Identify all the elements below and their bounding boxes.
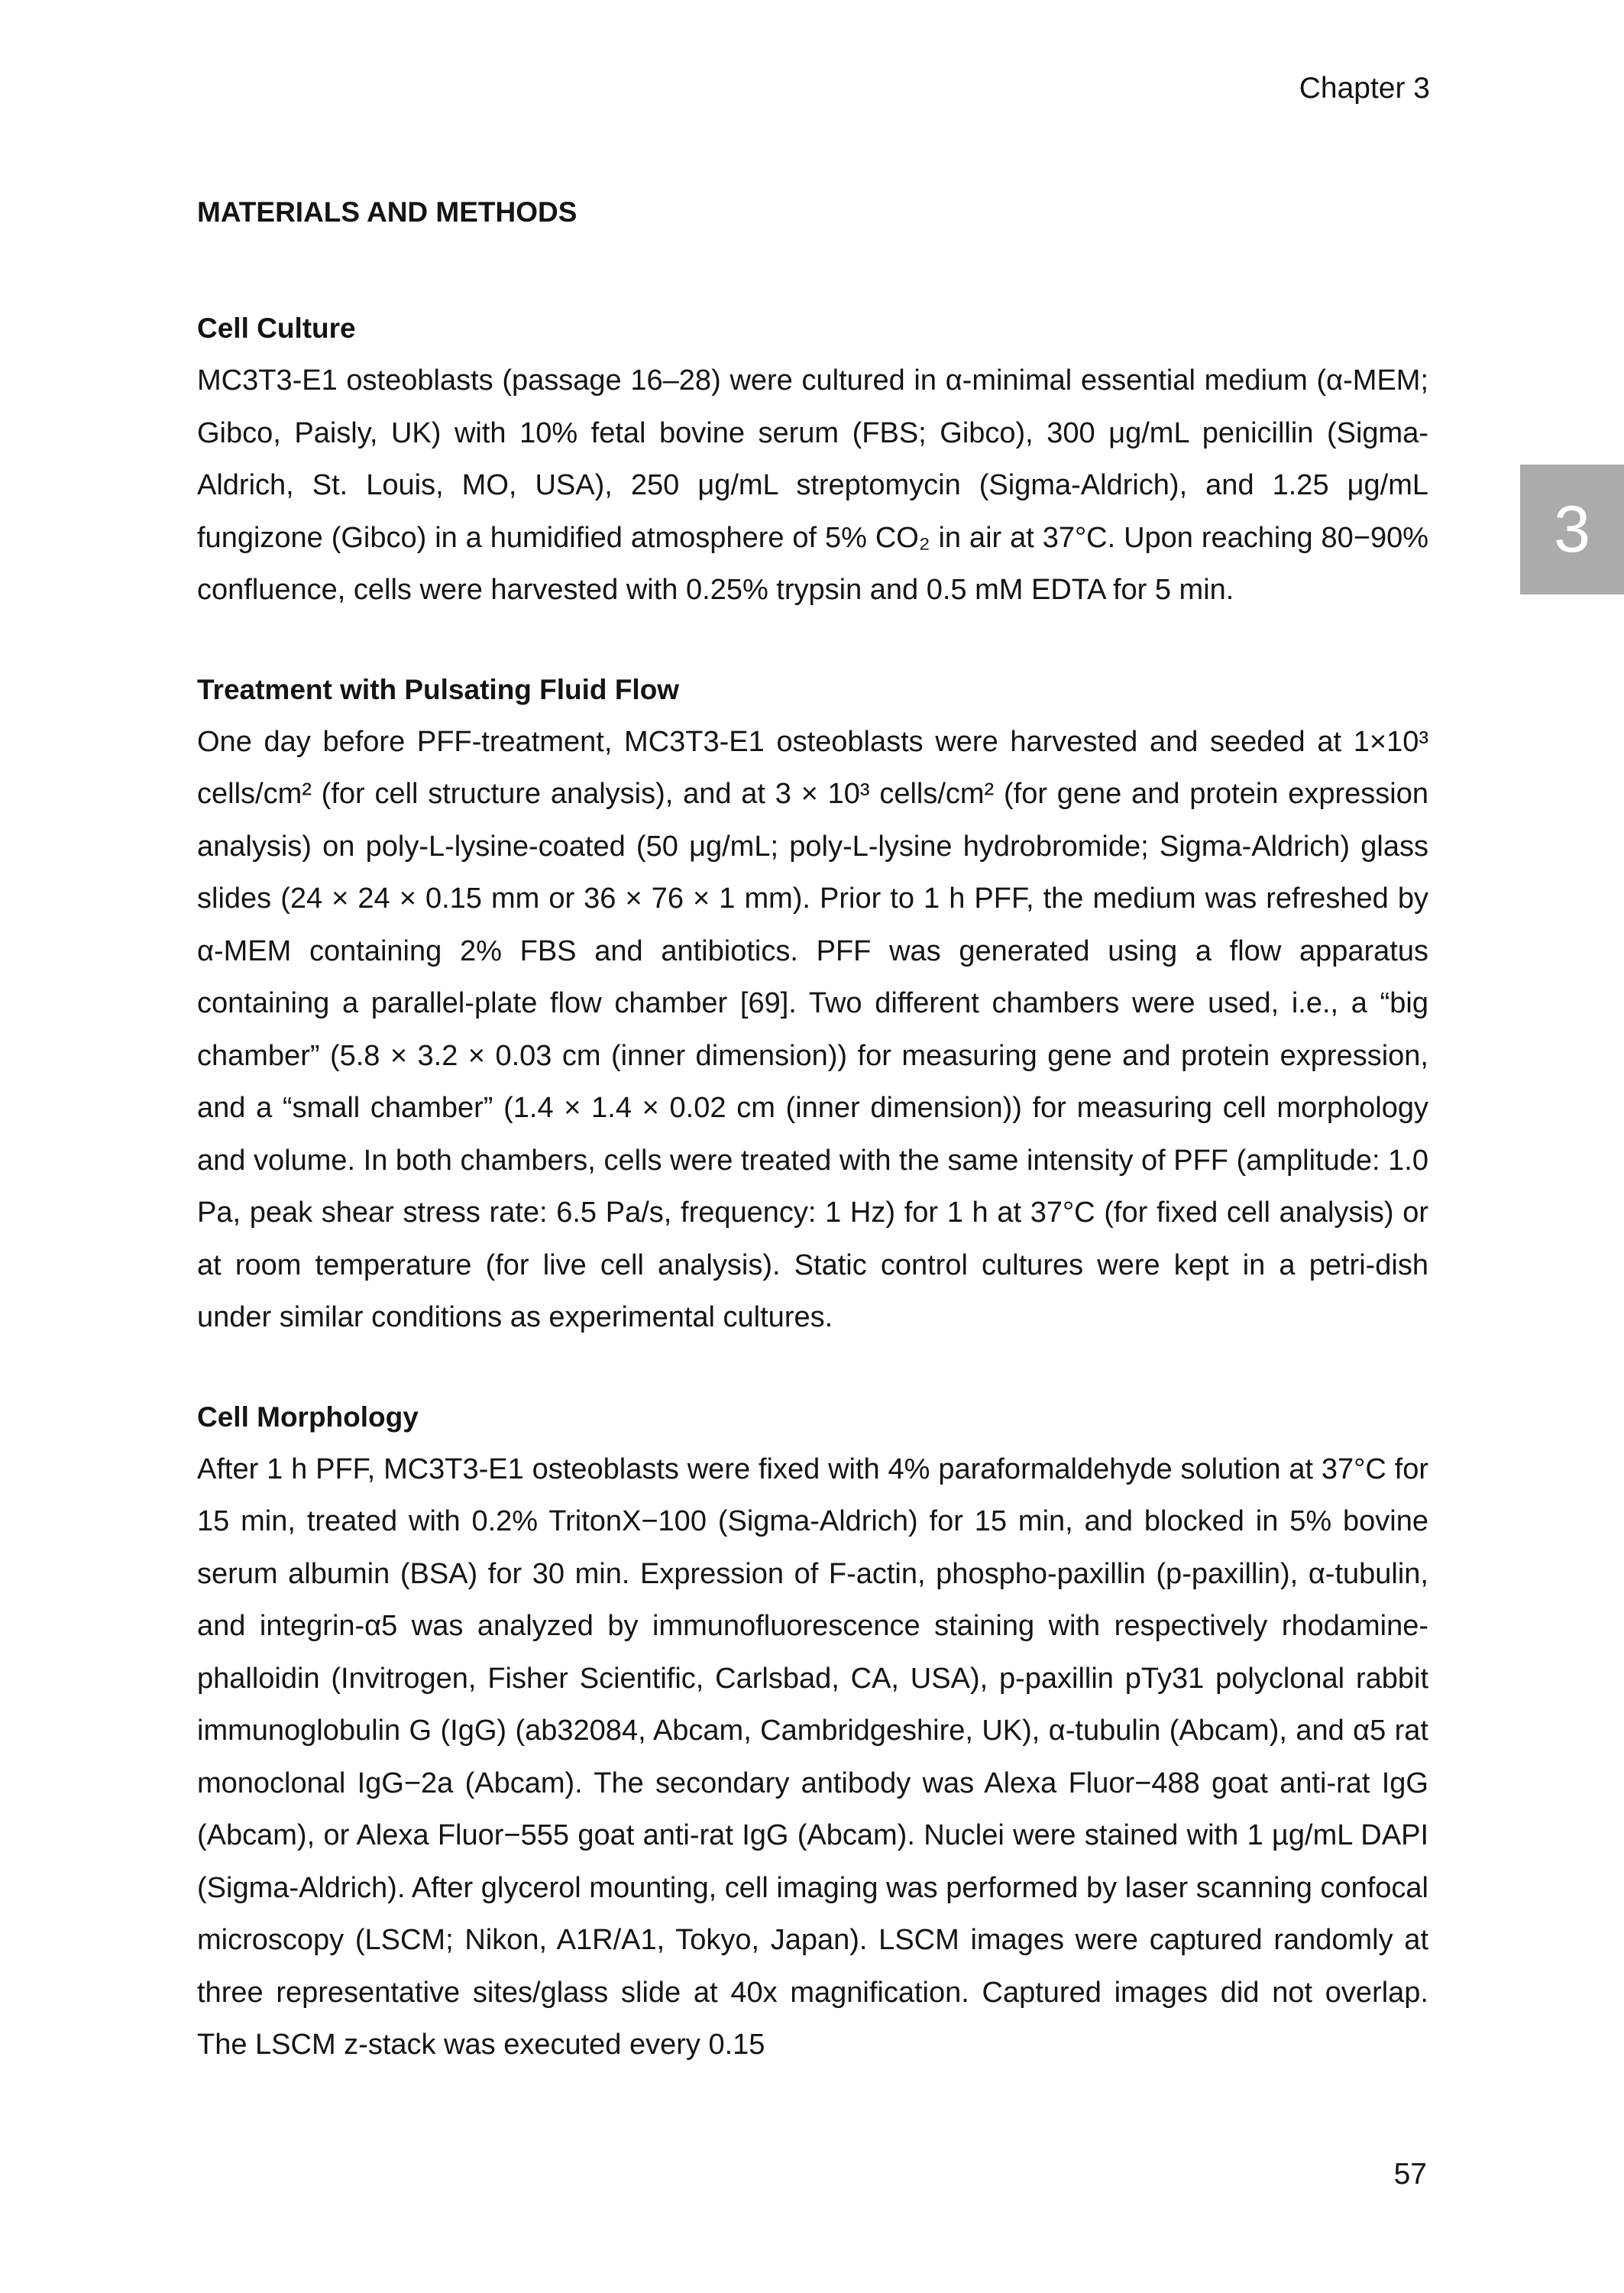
section-title: MATERIALS AND METHODS — [197, 196, 577, 228]
page-content — [197, 191, 1428, 2123]
running-header: Chapter 3 — [1299, 72, 1430, 105]
subsection-heading: Treatment with Pulsating Fluid Flow — [197, 673, 680, 705]
subsection-heading: Cell Morphology — [197, 1401, 419, 1433]
subsection-cell-culture — [197, 307, 1428, 617]
subsection-cell-morphology — [197, 1396, 1428, 2071]
subsection-heading: Cell Culture — [197, 313, 356, 344]
body-paragraph: MC3T3-E1 osteoblasts (passage 16–28) were cultured in α-minimal essential medium (α-MEM; Gibco, Paisly, UK) with 10% fetal bovine serum (FBS; Gibco), 300 μg/mL penicillin (Sigma-Aldrich, St. Louis, MO, USA), 250 μg/mL streptomycin (Sigma-Aldrich), and 1.25 μg/mL fungizone (Gibco) in a humidified atmosphere of 5% CO₂ in air at 37°C. Upon reaching 80−90% confluence, cells were harvested with 0.25% trypsin and 0.5 mM EDTA for 5 min. — [197, 364, 1428, 606]
subsection-pulsating-fluid-flow — [197, 669, 1428, 1344]
body-paragraph: After 1 h PFF, MC3T3-E1 osteoblasts were fixed with 4% paraformaldehyde solution at 37°C for 15 min, treated with 0.2% TritonX−100 (Sigma-Aldrich) for 15 min, and blocked in 5% bovine serum albumin (BSA) for 30 min. Expression of F-actin, phospho-paxillin (p-paxillin), α-tubulin, and integrin-α5 was analyzed by immunofluorescence staining with respectively rhodamine-phalloidin (Invitrogen, Fisher Scientific, Carlsbad, CA, USA), p-paxillin pTy31 polyclonal rabbit immunoglobulin G (IgG) (ab32084, Abcam, Cambridgeshire, UK), α-tubulin (Abcam), and α5 rat monoclonal IgG−2a (Abcam). The secondary antibody was Alexa Fluor−488 goat anti-rat IgG (Abcam), or Alexa Fluor−555 goat anti-rat IgG (Abcam). Nuclei were stained with 1 µg/mL DAPI (Sigma-Aldrich). After glycerol mounting, cell imaging was performed by laser scanning confocal microscopy (LSCM; Nikon, A1R/A1, Tokyo, Japan). LSCM images were captured randomly at three representative sites/glass slide at 40x magnification. Captured images did not overlap. The LSCM z-stack was executed every 0.15 — [197, 1453, 1428, 2061]
page-number: 57 — [1393, 2158, 1427, 2191]
chapter-tab: 3 — [1520, 465, 1624, 594]
body-paragraph: One day before PFF-treatment, MC3T3-E1 osteoblasts were harvested and seeded at 1×10³ cells/cm² (for cell structure analysis), and at 3 × 10³ cells/cm² (for gene and protein expression analysis) on poly-L-lysine-coated (50 μg/mL; poly-L-lysine hydrobromide; Sigma-Aldrich) glass slides (24 × 24 × 0.15 mm or 36 × 76 × 1 mm). Prior to 1 h PFF, the medium was refreshed by α-MEM containing 2% FBS and antibiotics. PFF was generated using a flow apparatus containing a parallel-plate flow chamber [69]. Two different chambers were used, i.e., a “big chamber” (5.8 × 3.2 × 0.03 cm (inner dimension)) for measuring gene and protein expression, and a “small chamber” (1.4 × 1.4 × 0.02 cm (inner dimension)) for measuring cell morphology and volume. In both chambers, cells were treated with the same intensity of PFF (amplitude: 1.0 Pa, peak shear stress rate: 6.5 Pa/s, frequency: 1 Hz) for 1 h at 37°C (for fixed cell analysis) or at room temperature (for live cell analysis). Static control cultures were kept in a petri-dish under similar conditions as experimental cultures. — [197, 725, 1428, 1333]
